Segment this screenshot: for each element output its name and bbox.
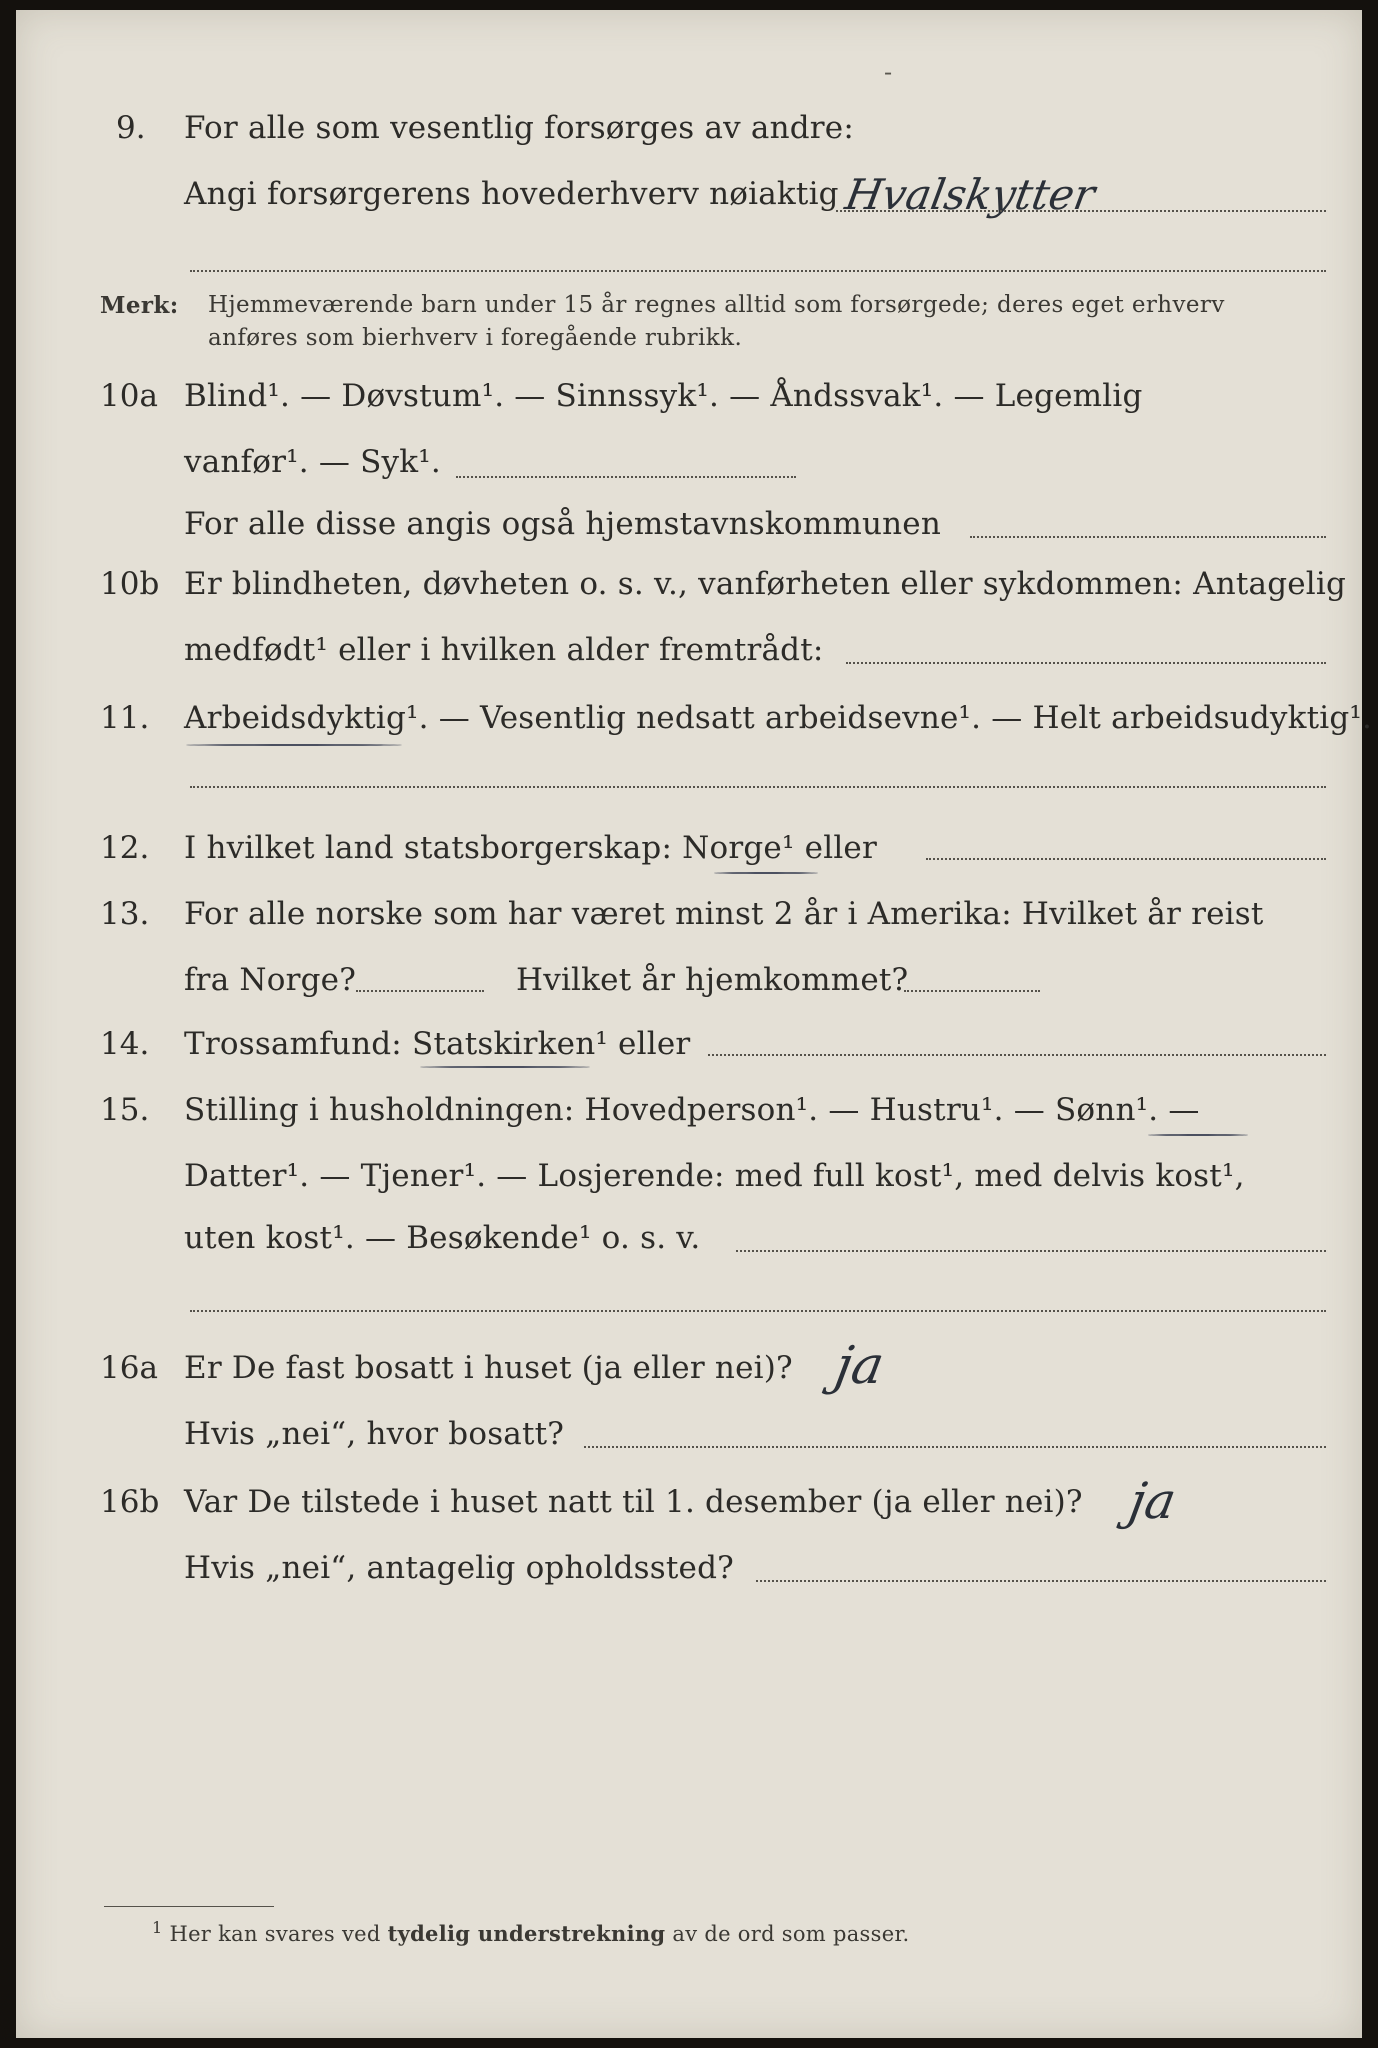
- q9-line2: Angi forsørgerens hovederhverv nøiaktig: [184, 176, 839, 212]
- q15-answer-line[interactable]: [736, 1250, 1326, 1252]
- q15-underline-sonn: [1148, 1134, 1248, 1136]
- q16b-answer-handwritten: ja: [1124, 1472, 1181, 1530]
- q14-answer-line[interactable]: [708, 1054, 1326, 1056]
- q16a-bosatt-line[interactable]: [584, 1446, 1326, 1448]
- q9-answer-line[interactable]: [836, 210, 1326, 212]
- q13-hjemkommet-line[interactable]: [904, 990, 1040, 992]
- q10a-answer-line[interactable]: [456, 476, 796, 478]
- q13-reist-line[interactable]: [356, 990, 484, 992]
- q15-line3: uten kost¹. — Besøkende¹ o. s. v.: [184, 1220, 701, 1256]
- merk-line2: anføres som bierhverv i foregående rubrikk.: [208, 325, 743, 351]
- q15-line1: Stilling i husholdningen: Hovedperson¹. — Hustru¹. — Sønn¹. —: [184, 1092, 1200, 1128]
- q13-line1: For alle norske som har været minst 2 år i Amerika: Hvilket år reist: [184, 896, 1264, 932]
- q11-underline-arbeidsdyktig: [186, 744, 402, 746]
- q10a-municipality-line[interactable]: [970, 536, 1326, 538]
- q15-extra-line[interactable]: [190, 1310, 1326, 1312]
- q16a-line1: Er De fast bosatt i huset (ja eller nei)?: [184, 1350, 793, 1386]
- q12-underline-norge: [714, 872, 818, 874]
- footnote: [152, 1918, 909, 1946]
- q9-line1: For alle som vesentlig forsørges av andre:: [184, 110, 854, 146]
- q10a-line2: vanfør¹. — Syk¹.: [184, 444, 441, 480]
- q16a-line2: Hvis „nei“, hvor bosatt?: [184, 1416, 565, 1452]
- q14-underline-statskirken: [420, 1066, 590, 1068]
- q10b-line1: Er blindheten, døvheten o. s. v., vanførheten eller sykdommen: Antagelig: [184, 566, 1347, 602]
- q13-number: 13.: [100, 896, 150, 932]
- q11-number: 11.: [100, 700, 150, 736]
- q10b-answer-line[interactable]: [846, 662, 1326, 664]
- q16a-answer-handwritten: ja: [830, 1336, 889, 1396]
- q10a-number: 10a: [100, 378, 158, 414]
- q9-answer-handwritten: Hvalskytter: [841, 170, 1099, 219]
- q16b-line1: Var De tilstede i huset natt til 1. desember (ja eller nei)?: [184, 1484, 1083, 1520]
- q12-number: 12.: [100, 830, 150, 866]
- q12-answer-line[interactable]: [926, 858, 1326, 860]
- q16b-opholdssted-line[interactable]: [756, 1580, 1326, 1582]
- q10a-line3: For alle disse angis også hjemstavnskommunen: [184, 506, 941, 542]
- q12-line1: I hvilket land statsborgerskap: Norge¹ eller: [184, 830, 877, 866]
- footnote-text-c: av de ord som passer.: [665, 1922, 910, 1946]
- q9-extra-line[interactable]: [190, 270, 1326, 272]
- q10b-number: 10b: [100, 566, 160, 602]
- q16b-line2: Hvis „nei“, antagelig opholdssted?: [184, 1550, 734, 1586]
- q10a-line1: Blind¹. — Døvstum¹. — Sinnssyk¹. — Åndssvak¹. — Legemlig: [184, 378, 1143, 414]
- footnote-rule: [104, 1906, 274, 1907]
- merk-line1: Hjemmeværende barn under 15 år regnes alltid som forsørgede; deres eget erhverv: [208, 292, 1225, 318]
- q11-line1: Arbeidsdyktig¹. — Vesentlig nedsatt arbeidsevne¹. — Helt arbeidsudyktig¹.: [184, 700, 1373, 736]
- q13-line2b: Hvilket år hjemkommet?: [516, 962, 909, 998]
- q10b-line2: medfødt¹ eller i hvilken alder fremtrådt:: [184, 632, 824, 668]
- q14-number: 14.: [100, 1026, 150, 1062]
- q15-number: 15.: [100, 1092, 150, 1128]
- q14-line1: Trossamfund: Statskirken¹ eller: [184, 1026, 691, 1062]
- top-mark: -: [884, 58, 893, 86]
- q11-extra-line[interactable]: [190, 786, 1326, 788]
- q13-line2a: fra Norge?: [184, 962, 357, 998]
- census-form-page: [16, 10, 1373, 2038]
- q15-line2: Datter¹. — Tjener¹. — Losjerende: med full kost¹, med delvis kost¹,: [184, 1158, 1245, 1194]
- merk-label: Merk:: [100, 292, 179, 319]
- footnote-text-bold: tydelig understrekning: [387, 1921, 666, 1946]
- q16a-number: 16a: [100, 1350, 158, 1386]
- footnote-text-a: Her kan svares ved: [169, 1922, 388, 1946]
- q9-number: 9.: [116, 110, 146, 146]
- footnote-mark: 1: [152, 1918, 163, 1937]
- q16b-number: 16b: [100, 1484, 160, 1520]
